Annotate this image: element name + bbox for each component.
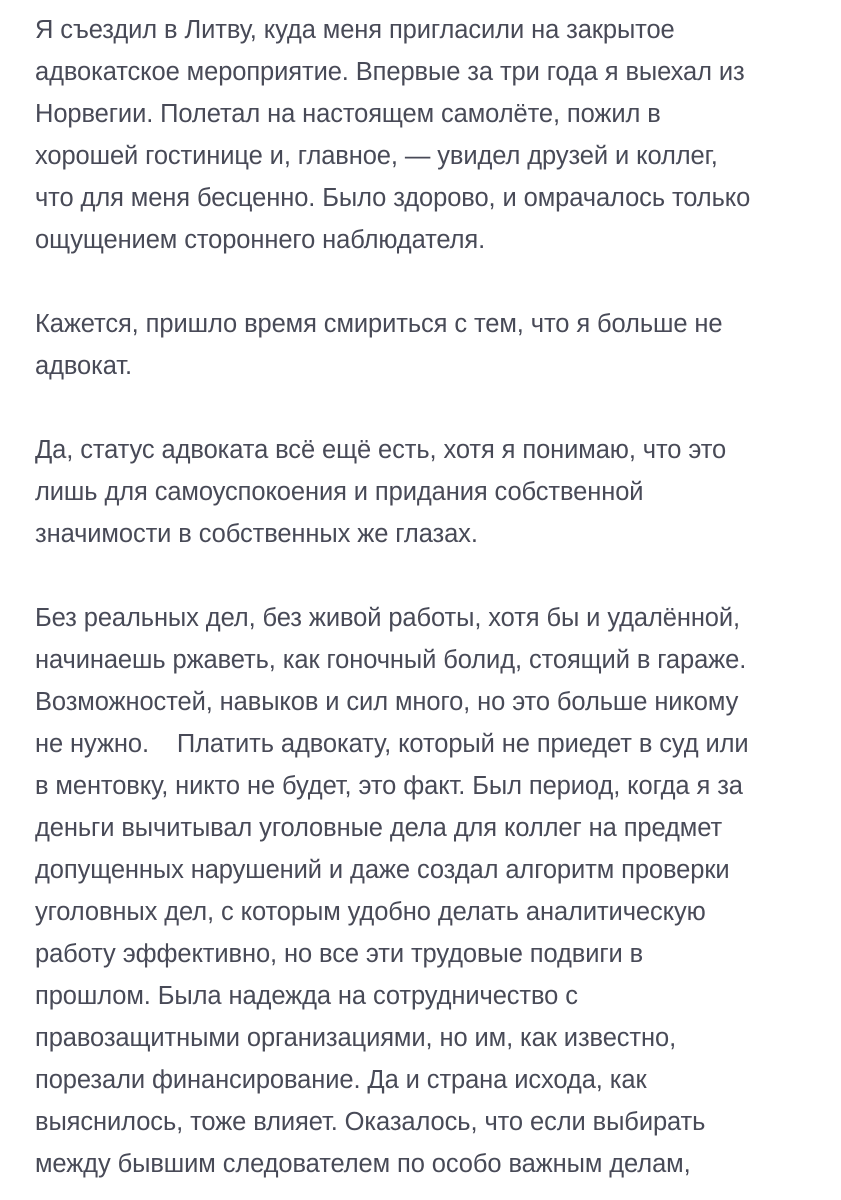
text-line: Я съездил в Литву, куда меня пригласили на закрытое [35, 16, 675, 44]
text-line: адвокат. [35, 352, 132, 380]
text-line: прошлом. Была надежда на сотрудничество с [35, 982, 578, 1010]
text-line: деньги вычитывал уголовные дела для коллег на предмет [35, 814, 723, 842]
text-line: что для меня бесценно. Было здорово, и омрачалось только [35, 184, 751, 212]
text-line: правозащитными организациями, но им, как известно, [35, 1024, 677, 1052]
paragraph-lithuania-trip [35, 9, 821, 261]
text-line: Возможностей, навыков и сил много, но это больше никому [35, 688, 739, 716]
text-line: допущенных нарушений и даже создал алгоритм проверки [35, 856, 730, 884]
text-line: значимости в собственных же глазах. [35, 520, 478, 548]
text-line: хорошей гостинице и, главное, — увидел друзей и коллег, [35, 142, 718, 170]
text-line: Кажется, пришло время смириться с тем, что я больше не [35, 310, 723, 338]
text-line: начинаешь ржаветь, как гоночный болид, стоящий в гараже. [35, 646, 747, 674]
paragraph-status [35, 429, 821, 555]
text-line: выяснилось, тоже влияет. Оказалось, что если выбирать [35, 1108, 706, 1136]
text-line: Норвегии. Полетал на настоящем самолёте, пожил в [35, 100, 661, 128]
text-line: Без реальных дел, без живой работы, хотя бы и удалённой, [35, 604, 741, 632]
text-line: не нужно. Платить адвокату, который не приедет в суд или [35, 730, 749, 758]
text-line: работу эффективно, но все эти трудовые подвиги в [35, 940, 644, 968]
text-line: в ментовку, никто не будет, это факт. Был период, когда я за [35, 772, 743, 800]
paragraph-no-longer-lawyer [35, 303, 821, 387]
text-line: порезали финансирование. Да и страна исхода, как [35, 1066, 647, 1094]
paragraph-without-real-cases [35, 597, 821, 1185]
text-line: уголовных дел, с которым удобно делать аналитическую [35, 898, 706, 926]
text-line: лишь для самоуспокоения и придания собственной [35, 478, 644, 506]
text-line: между бывшим следователем по особо важным делам, [35, 1150, 691, 1178]
text-line: Да, статус адвоката всё ещё есть, хотя я понимаю, что это [35, 436, 727, 464]
text-line: ощущением стороннего наблюдателя. [35, 226, 486, 254]
text-line: адвокатское мероприятие. Впервые за три года я выехал из [35, 58, 745, 86]
